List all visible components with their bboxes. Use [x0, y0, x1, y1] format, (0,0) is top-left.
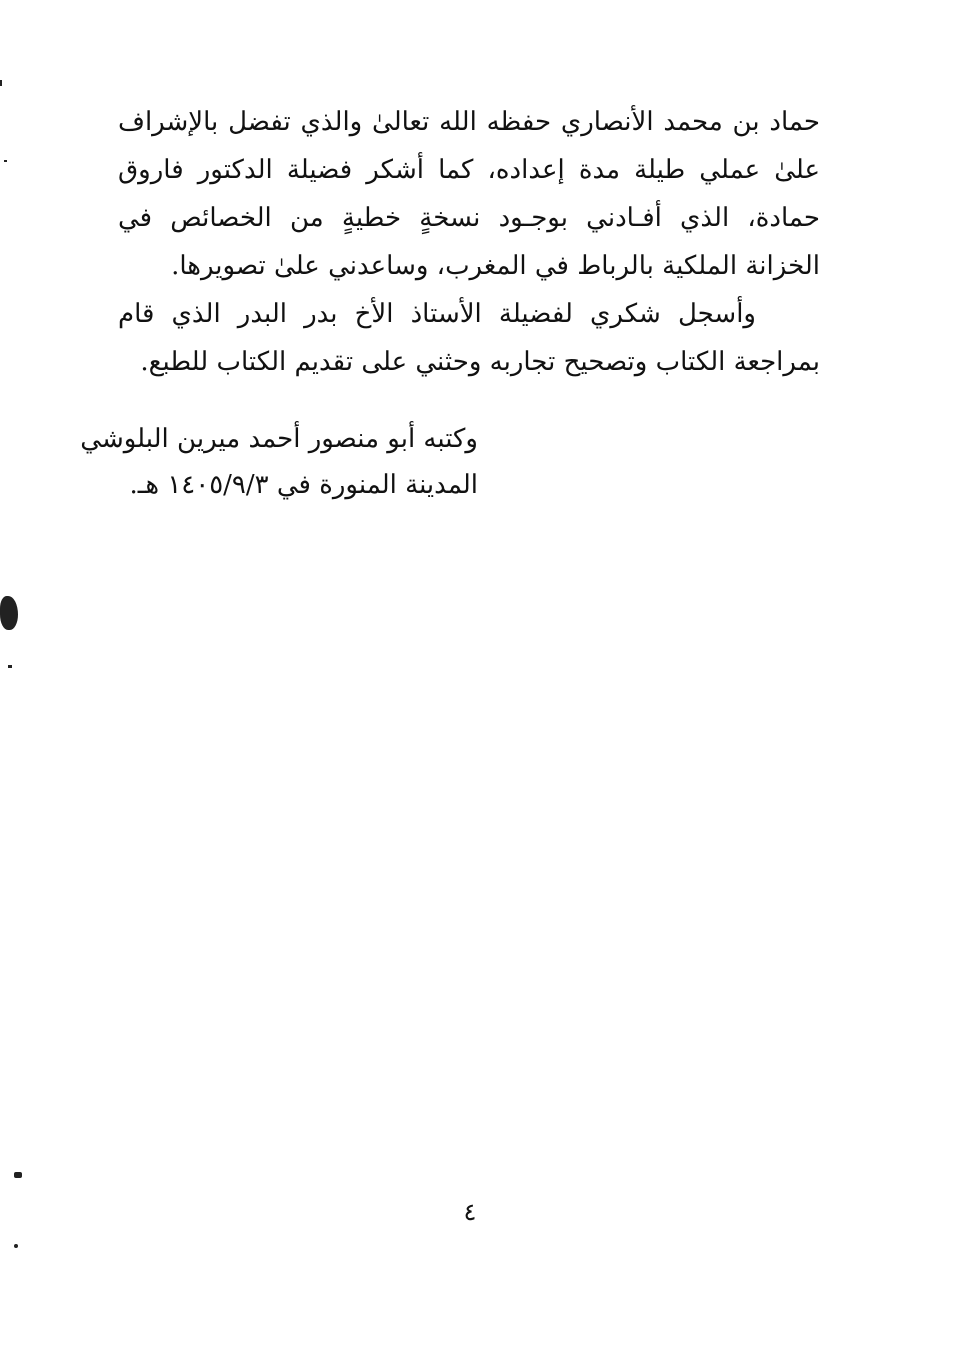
page-number: ٤ — [463, 1198, 477, 1226]
scan-artifact — [14, 1244, 18, 1248]
paragraph-acknowledgement-2: وأسجل شكري لفضيلة الأستاذ الأخ بدر البدر الذي قام بمراجعة الكتاب وتصحيح تجاربه وحثني على تقديم الكتاب للطبع. — [118, 299, 820, 377]
scan-artifact — [0, 596, 18, 630]
body-text — [118, 98, 820, 386]
signature-author: وكتبه أبو منصور أحمد ميرين البلوشي — [80, 424, 478, 454]
scan-artifact — [4, 160, 7, 162]
scan-artifact — [8, 665, 12, 668]
signature-block — [80, 416, 478, 508]
signature-place-date: المدينة المنورة في ١٤٠٥/٩/٣ هـ. — [129, 470, 478, 500]
paragraph-acknowledgement-1: حماد بن محمد الأنصاري حفظه الله تعالىٰ والذي تفضل بالإشراف علىٰ عملي طيلة مدة إعداده، كما أشكر فضيلة الدكتور فاروق حمادة، الذي أفـادني بوجـود نسخةٍ خطيةٍ من الخصائص في الخزانة الملكية بالرباط في المغرب، وساعدني علىٰ تصويرها. — [118, 107, 820, 281]
scan-artifact — [14, 1172, 22, 1178]
scan-artifact — [0, 80, 2, 86]
